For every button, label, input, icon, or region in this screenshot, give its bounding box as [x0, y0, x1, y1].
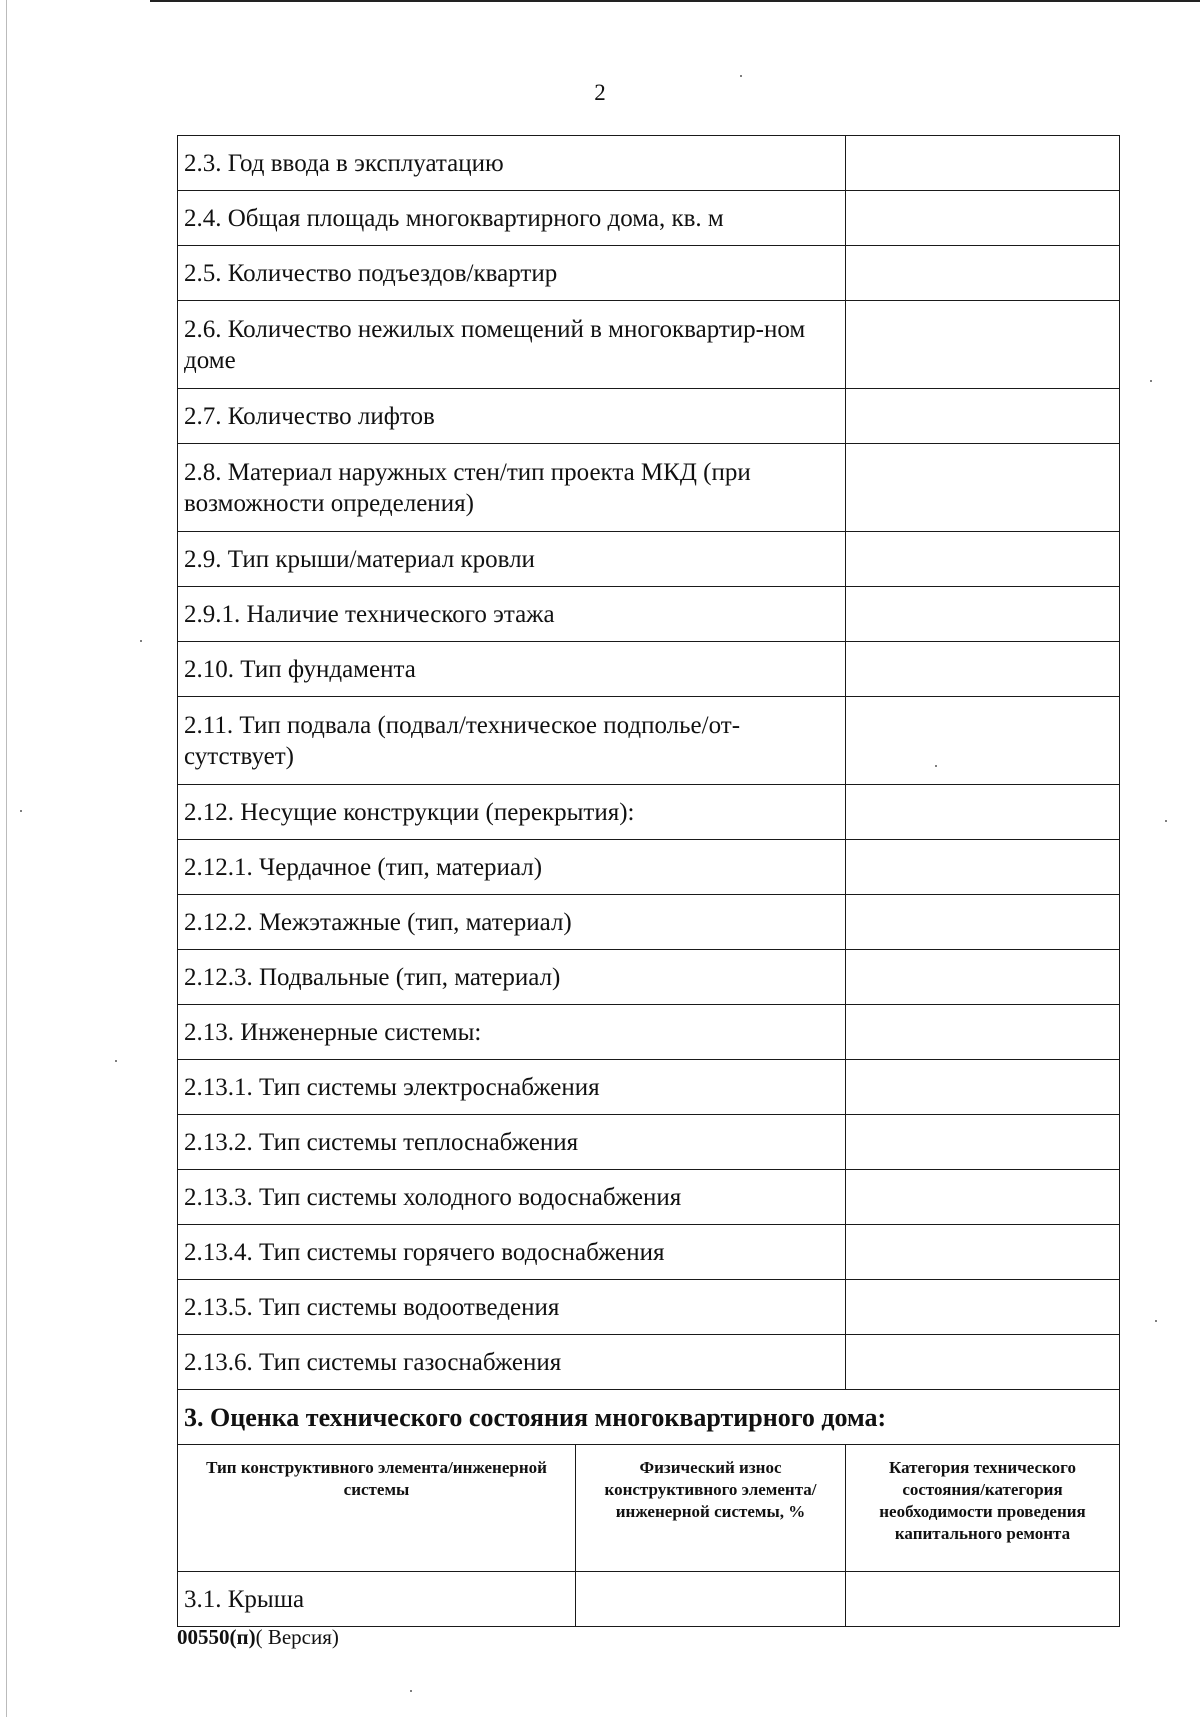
row-label: 2.13.2. Тип системы теплоснабжения	[178, 1115, 846, 1170]
form-row	[178, 1280, 1120, 1335]
row-value-cell[interactable]	[846, 532, 1120, 587]
row-label: 2.13.4. Тип системы горячего водоснабжения	[178, 1225, 846, 1280]
row-value-cell[interactable]	[846, 444, 1120, 532]
form-row	[178, 587, 1120, 642]
technical-assessment-section	[178, 1390, 1120, 1627]
form-row	[178, 785, 1120, 840]
row-value-cell[interactable]	[846, 697, 1120, 785]
version-label: ( Версия)	[255, 1625, 339, 1649]
row-value-cell[interactable]	[846, 191, 1120, 246]
form-row	[178, 840, 1120, 895]
row-value-cell[interactable]	[846, 1060, 1120, 1115]
document-footer	[177, 1625, 339, 1650]
form-row	[178, 246, 1120, 301]
row-value-cell[interactable]	[846, 389, 1120, 444]
assessment-category-cell[interactable]	[846, 1572, 1120, 1627]
scan-speck	[1165, 820, 1167, 822]
row-label: 2.3. Год ввода в эксплуатацию	[178, 136, 846, 191]
page-number: 2	[594, 80, 606, 105]
row-value-cell[interactable]	[846, 136, 1120, 191]
section-title-row	[178, 1390, 1120, 1445]
row-value-cell[interactable]	[846, 1335, 1120, 1390]
inspection-form-table	[177, 135, 1120, 1627]
form-row	[178, 950, 1120, 1005]
header-physical-wear: Физический износ конструктивного элемента/инженерной системы, %	[576, 1445, 846, 1572]
form-row	[178, 697, 1120, 785]
row-label: 2.13. Инженерные системы:	[178, 1005, 846, 1060]
row-label: 2.10. Тип фундамента	[178, 642, 846, 697]
row-value-cell[interactable]	[846, 246, 1120, 301]
row-label: 2.12. Несущие конструкции (перекрытия):	[178, 785, 846, 840]
row-label: 2.13.6. Тип системы газоснабжения	[178, 1335, 846, 1390]
row-value-cell[interactable]	[846, 642, 1120, 697]
row-label: 2.13.5. Тип системы водоотведения	[178, 1280, 846, 1335]
row-value-cell[interactable]	[846, 1005, 1120, 1060]
scan-speck	[1155, 1320, 1157, 1322]
form-code: 00550(п)	[177, 1625, 256, 1649]
row-label: 2.5. Количество подъездов/квартир	[178, 246, 846, 301]
form-row	[178, 1115, 1120, 1170]
form-row	[178, 1170, 1120, 1225]
scan-speck	[20, 810, 22, 812]
form-row	[178, 301, 1120, 389]
row-value-cell[interactable]	[846, 840, 1120, 895]
row-label: 2.6. Количество нежилых помещений в многоквартир-ном доме	[178, 301, 846, 389]
row-label: 2.4. Общая площадь многоквартирного дома, кв. м	[178, 191, 846, 246]
row-label: 2.12.1. Чердачное (тип, материал)	[178, 840, 846, 895]
form-row	[178, 1225, 1120, 1280]
scan-edge-left	[6, 0, 7, 1717]
section-title: 3. Оценка технического состояния многоквартирного дома:	[178, 1390, 1120, 1445]
form-row	[178, 444, 1120, 532]
row-label: 2.7. Количество лифтов	[178, 389, 846, 444]
row-label: 2.13.1. Тип системы электроснабжения	[178, 1060, 846, 1115]
row-value-cell[interactable]	[846, 785, 1120, 840]
row-label: 2.12.3. Подвальные (тип, материал)	[178, 950, 846, 1005]
header-category: Категория технического состояния/категория необходимости проведения капитального ремонта	[846, 1445, 1120, 1572]
row-value-cell[interactable]	[846, 1170, 1120, 1225]
form-row	[178, 191, 1120, 246]
header-element-type: Тип конструктивного элемента/инженерной системы	[178, 1445, 576, 1572]
row-label: 2.8. Материал наружных стен/тип проекта МКД (при возможности определения)	[178, 444, 846, 532]
row-value-cell[interactable]	[846, 1115, 1120, 1170]
form-row	[178, 1335, 1120, 1390]
form-row	[178, 389, 1120, 444]
form-row	[178, 1005, 1120, 1060]
form-row	[178, 532, 1120, 587]
row-value-cell[interactable]	[846, 1280, 1120, 1335]
form-row	[178, 136, 1120, 191]
row-value-cell[interactable]	[846, 587, 1120, 642]
scan-edge-top	[150, 0, 1200, 2]
row-value-cell[interactable]	[846, 1225, 1120, 1280]
row-label: 2.12.2. Межэтажные (тип, материал)	[178, 895, 846, 950]
form-row	[178, 642, 1120, 697]
scan-speck	[410, 1690, 412, 1692]
scan-speck	[140, 640, 142, 642]
assessment-wear-cell[interactable]	[576, 1572, 846, 1627]
assessment-row	[178, 1572, 1120, 1627]
row-label: 2.9. Тип крыши/материал кровли	[178, 532, 846, 587]
form-row	[178, 895, 1120, 950]
row-label: 2.13.3. Тип системы холодного водоснабжения	[178, 1170, 846, 1225]
assessment-label: 3.1. Крыша	[178, 1572, 576, 1627]
row-value-cell[interactable]	[846, 950, 1120, 1005]
row-label: 2.9.1. Наличие технического этажа	[178, 587, 846, 642]
scan-speck	[740, 75, 742, 77]
building-characteristics-rows	[178, 136, 1120, 1390]
scan-speck	[1150, 380, 1152, 382]
row-value-cell[interactable]	[846, 301, 1120, 389]
form-row	[178, 1060, 1120, 1115]
row-label: 2.11. Тип подвала (подвал/техническое подполье/от-сутствует)	[178, 697, 846, 785]
assessment-header-row	[178, 1445, 1120, 1572]
row-value-cell[interactable]	[846, 895, 1120, 950]
scan-speck	[115, 1060, 117, 1062]
